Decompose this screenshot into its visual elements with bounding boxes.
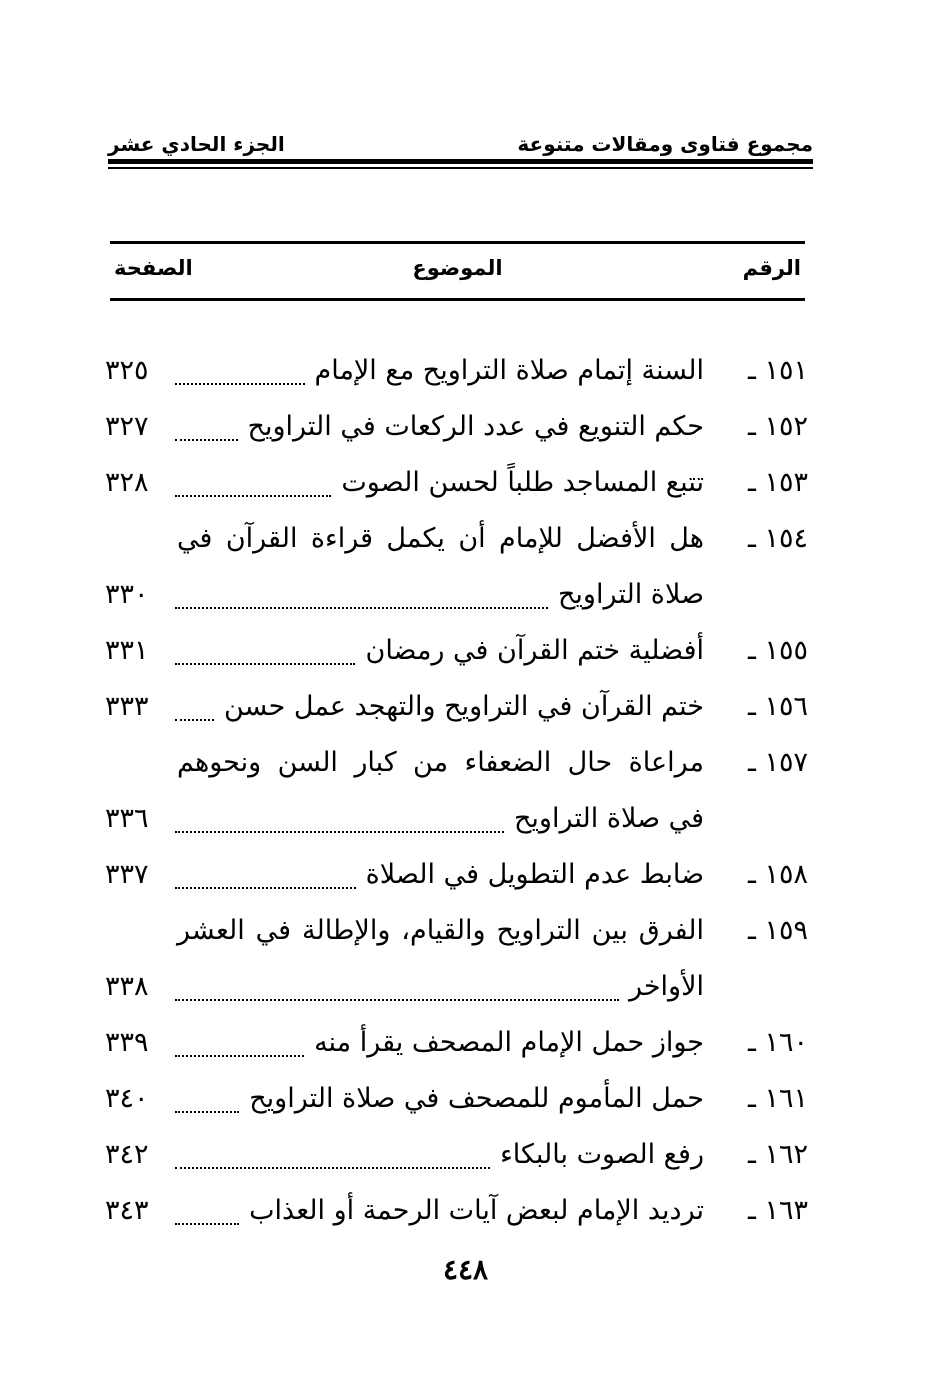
entry-title: حكم التنويع في عدد الركعات في التراويح xyxy=(247,411,704,442)
entry-page: ٣٢٨ xyxy=(105,467,149,498)
entry-number: ١٥٨ ـ xyxy=(747,859,808,890)
dot-leader xyxy=(175,1054,304,1057)
entry-title: رفع الصوت بالبكاء xyxy=(500,1139,704,1170)
dot-leader xyxy=(175,382,305,385)
dot-leader xyxy=(175,662,355,665)
toc-entries xyxy=(105,343,808,1239)
dot-leader xyxy=(175,494,331,497)
column-header-page: الصفحة xyxy=(114,256,193,280)
entry-title: أفضلية ختم القرآن في رمضان xyxy=(365,635,704,666)
toc-entry xyxy=(105,399,808,455)
dot-leader xyxy=(175,998,619,1001)
entry-title: حمل المأموم للمصحف في صلاة التراويح xyxy=(249,1083,704,1114)
entry-number: ١٥٣ ـ xyxy=(747,467,808,498)
toc-entry xyxy=(105,847,808,903)
entry-number: ١٥٩ ـ xyxy=(747,915,808,946)
column-header-number: الرقم xyxy=(742,256,801,280)
entry-page: ٣٣٠ xyxy=(105,579,149,610)
dot-leader xyxy=(175,606,548,609)
dot-leader xyxy=(175,1110,239,1113)
toc-entry xyxy=(105,679,808,735)
toc-entry xyxy=(105,623,808,679)
entry-title: جواز حمل الإمام المصحف يقرأ منه xyxy=(314,1027,704,1058)
entry-number: ١٥٥ ـ xyxy=(747,635,808,666)
header-rule-thin xyxy=(108,167,813,169)
entry-number: ١٥٢ ـ xyxy=(747,411,808,442)
page-number: ٤٤٨ xyxy=(442,1253,489,1286)
entry-number: ١٥٧ ـ xyxy=(747,747,808,778)
entry-number: ١٦٢ ـ xyxy=(747,1139,808,1170)
entry-page: ٣٣٧ xyxy=(105,859,149,890)
entry-title-line1: مراعاة حال الضعفاء من كبار السن ونحوهم xyxy=(177,747,704,778)
entry-page: ٣٣٨ xyxy=(105,971,149,1002)
dot-leader xyxy=(175,830,504,833)
toc-entry xyxy=(105,1071,808,1127)
dot-leader xyxy=(175,1222,239,1225)
entry-page: ٣٣١ xyxy=(105,635,149,666)
entry-number: ١٦٠ ـ xyxy=(747,1027,808,1058)
toc-entry xyxy=(105,1183,808,1239)
entry-page: ٣٤٣ xyxy=(105,1195,149,1226)
toc-entry xyxy=(105,1127,808,1183)
entry-page: ٣٢٥ xyxy=(105,355,149,386)
entry-number: ١٦١ ـ xyxy=(747,1083,808,1114)
entry-page: ٣٢٧ xyxy=(105,411,149,442)
entry-title: ضابط عدم التطويل في الصلاة xyxy=(365,859,704,890)
entry-number: ١٦٣ ـ xyxy=(747,1195,808,1226)
entry-title: السنة إتمام صلاة التراويح مع الإمام xyxy=(314,355,704,386)
volume-label: الجزء الحادي عشر xyxy=(108,132,285,156)
entry-number: ١٥٦ ـ xyxy=(747,691,808,722)
header-rule xyxy=(108,159,813,164)
book-title: مجموع فتاوى ومقالات متنوعة xyxy=(517,132,813,156)
table-rule-bottom xyxy=(110,298,805,301)
running-header xyxy=(108,126,813,156)
entry-number: ١٥٤ ـ xyxy=(747,523,808,554)
dot-leader xyxy=(175,1166,490,1169)
entry-title: ختم القرآن في التراويح والتهجد عمل حسن xyxy=(223,691,704,722)
entry-title: الأواخر xyxy=(628,971,704,1002)
toc-entry xyxy=(105,455,808,511)
entry-title: ترديد الإمام لبعض آيات الرحمة أو العذاب xyxy=(249,1195,704,1226)
entry-page: ٣٣٣ xyxy=(105,691,149,722)
entry-title-line1: الفرق بين التراويح والقيام، والإطالة في العشر xyxy=(177,915,704,946)
entry-title-line1: هل الأفضل للإمام أن يكمل قراءة القرآن في xyxy=(177,523,704,554)
toc-entry xyxy=(105,511,808,623)
dot-leader xyxy=(175,886,356,889)
entry-page: ٣٤٢ xyxy=(105,1139,149,1170)
column-header-topic: الموضوع xyxy=(412,256,503,280)
toc-entry xyxy=(105,735,808,847)
dot-leader xyxy=(175,438,238,441)
toc-entry xyxy=(105,343,808,399)
column-headers xyxy=(110,252,805,292)
toc-entry xyxy=(105,1015,808,1071)
entry-title: تتبع المساجد طلباً لحسن الصوت xyxy=(341,467,704,498)
dot-leader xyxy=(175,718,214,721)
entry-title: صلاة التراويح xyxy=(557,579,704,610)
entry-page: ٣٤٠ xyxy=(105,1083,149,1114)
entry-number: ١٥١ ـ xyxy=(747,355,808,386)
entry-page: ٣٣٩ xyxy=(105,1027,149,1058)
entry-title: في صلاة التراويح xyxy=(513,803,704,834)
toc-entry xyxy=(105,903,808,1015)
table-rule-top xyxy=(110,241,805,244)
entry-page: ٣٣٦ xyxy=(105,803,149,834)
